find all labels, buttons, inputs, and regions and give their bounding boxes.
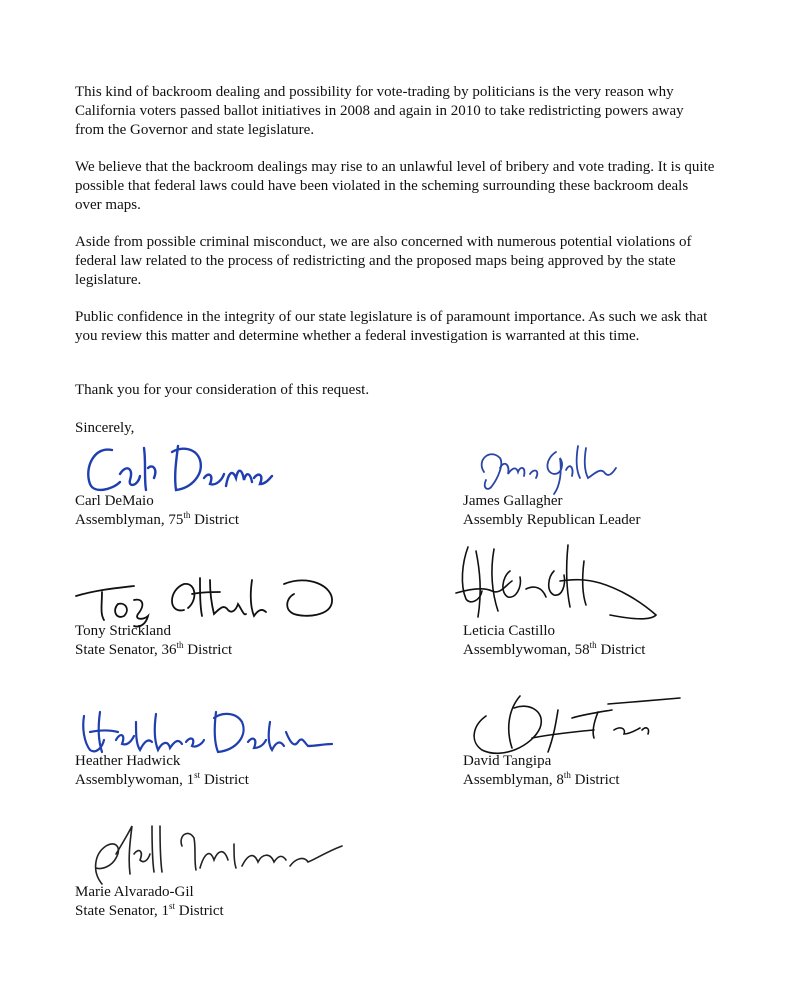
signature-tony-strickland (72, 570, 342, 630)
signer-block-tony-strickland (75, 622, 395, 660)
signer-name: Carl DeMaio (75, 493, 154, 509)
signer-name: Tony Strickland (75, 623, 172, 639)
paragraph-thank-you: Thank you for your consideration of this request. (75, 382, 370, 398)
paragraph-public-confidence: Public confidence in the integrity of our state legislature is of paramount importance. As such we ask that you review this matter and determine whether a federal investigation is warranted at this time. (75, 309, 708, 344)
signer-block-james-gallagher (463, 492, 783, 530)
paragraph-bribery: We believe that the backroom dealings may rise to an unlawful level of bribery and vote trading. It is quite possible that federal laws could have been violated in the scheming surrounding these backroom deals over maps. (75, 159, 715, 213)
paragraph-federal-law: Aside from possible criminal misconduct, we are also concerned with numerous potential violations of federal law related to the process of redistricting and the proposed maps being approved by the state legislature. (75, 234, 692, 288)
paragraph-vote-trading: This kind of backroom dealing and possibility for vote-trading by politicians is the very reason why California voters passed ballot initiatives in 2008 and again in 2010 to take redistricting powers away from the Governor and state legislature. (75, 84, 684, 138)
signer-block-leticia-castillo (463, 622, 783, 660)
signer-block-heather-hadwick (75, 752, 395, 790)
signer-name: Leticia Castillo (463, 623, 556, 639)
signer-block-carl-demaio (75, 492, 395, 530)
signature-james-gallagher (470, 438, 630, 498)
signer-name: James Gallagher (463, 493, 563, 509)
signer-title: State Senator, 36th District (75, 640, 233, 658)
signer-name: Marie Alvarado-Gil (75, 884, 194, 900)
signer-block-marie-alvarado-gil (75, 883, 395, 921)
signer-title: Assemblyman, 8th District (463, 770, 620, 788)
signature-leticia-castillo (450, 541, 670, 631)
signer-block-david-tangipa (463, 752, 783, 790)
signer-name: Heather Hadwick (75, 753, 181, 769)
signer-title: Assemblyman, 75th District (75, 510, 240, 528)
signer-name: David Tangipa (463, 753, 552, 769)
signer-title: State Senator, 1st District (75, 901, 224, 919)
closing-salutation: Sincerely, (75, 420, 135, 436)
signer-title: Assembly Republican Leader (463, 512, 641, 528)
signature-carl-demaio (82, 438, 282, 498)
signer-title: Assemblywoman, 58th District (463, 640, 646, 658)
signer-title: Assemblywoman, 1st District (75, 770, 249, 788)
